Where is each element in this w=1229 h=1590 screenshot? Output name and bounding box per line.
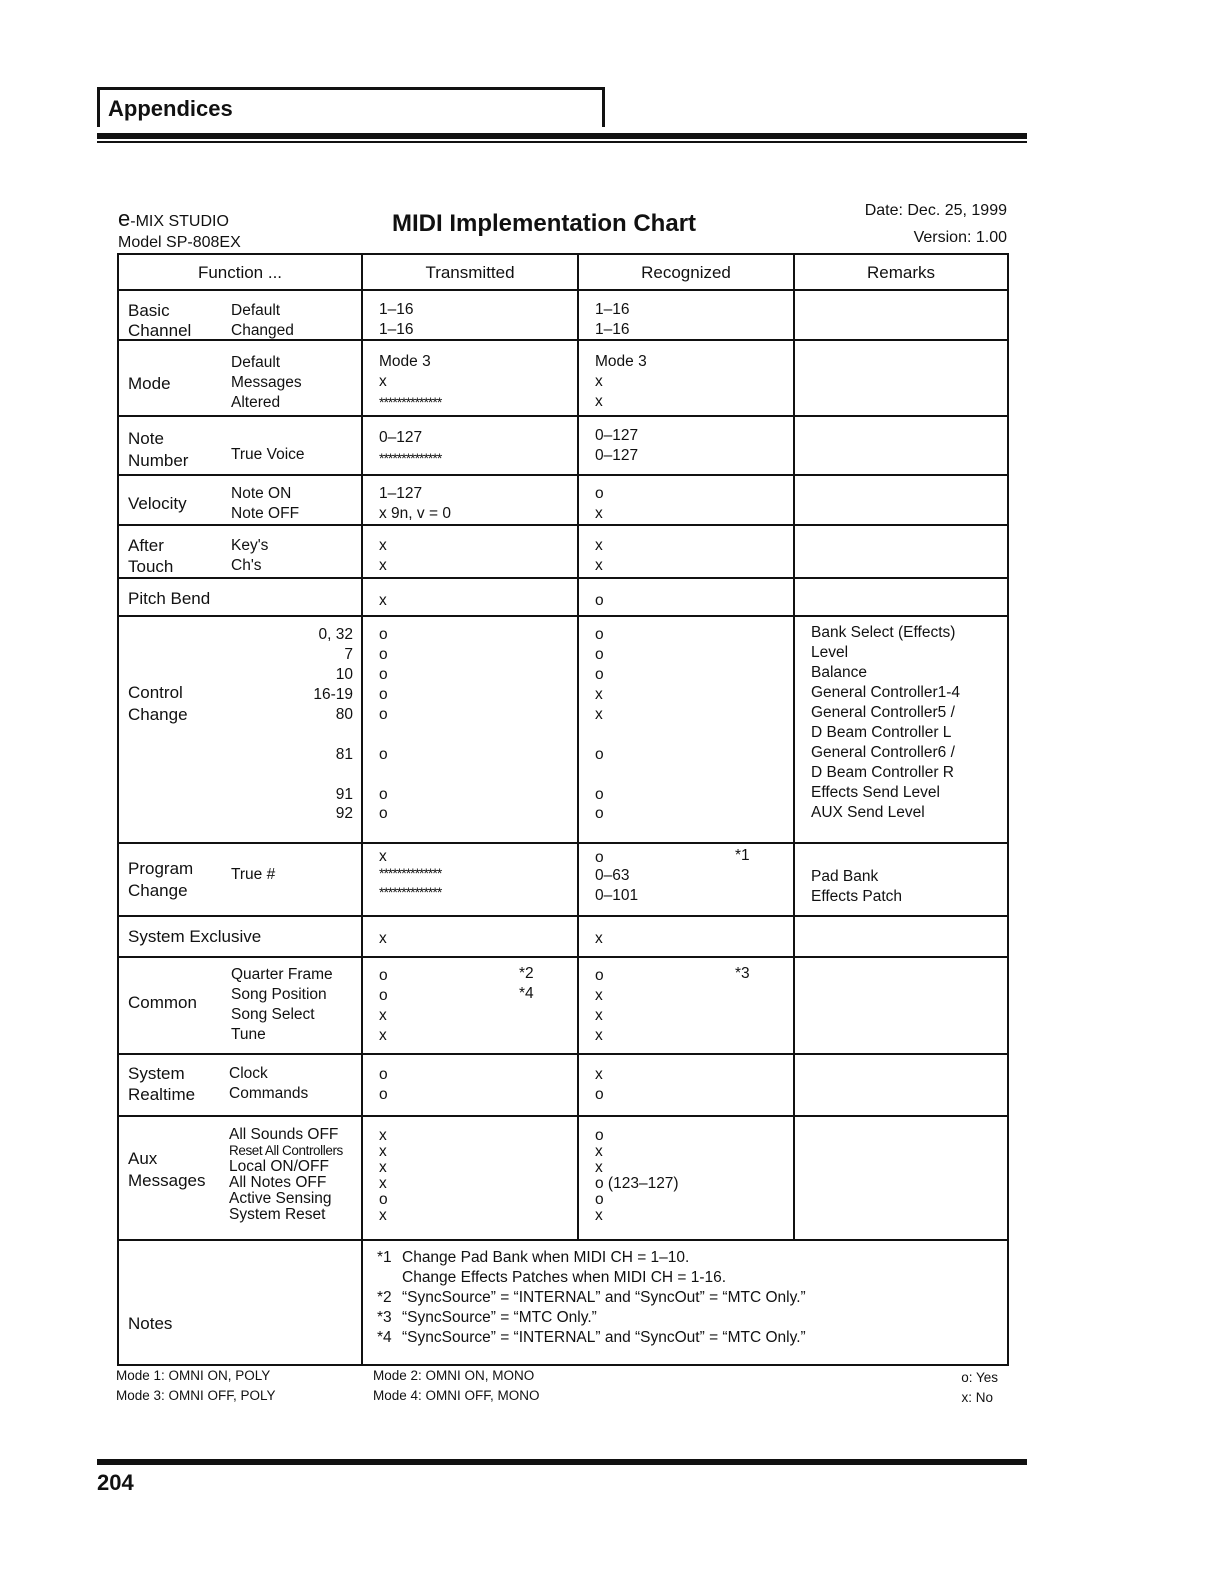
function-cell: [118, 290, 362, 340]
value: 0–101: [595, 887, 639, 904]
value: x: [595, 557, 603, 574]
function-cell: [118, 916, 362, 957]
value: o: [379, 805, 388, 822]
transmitted-cell: [362, 525, 578, 578]
sub-label: True #: [231, 866, 276, 883]
page-number: 204: [97, 1470, 134, 1495]
label: After: [128, 536, 164, 555]
value: 0–127: [595, 427, 639, 444]
value: o: [595, 485, 604, 502]
sub-label: Changed: [231, 322, 294, 339]
footnote-mark: *3: [377, 1309, 392, 1326]
note-text: Change Pad Bank when MIDI CH = 1–10.: [402, 1249, 690, 1266]
recognized-cell: [578, 416, 794, 475]
value: x: [595, 1027, 603, 1044]
function-cell: [118, 1054, 362, 1116]
col-transmitted: Transmitted: [362, 254, 578, 290]
value: 1–16: [595, 301, 630, 318]
notes-cell: [362, 1240, 1008, 1365]
remarks-cell: [794, 475, 1008, 525]
top-rule: [97, 133, 1027, 139]
row-note-number: [118, 416, 1008, 475]
function-cell: [118, 416, 362, 475]
value: x: [379, 592, 387, 609]
recognized-cell: [578, 843, 794, 916]
col-recognized: Recognized: [578, 254, 794, 290]
footnote-mark: *2: [519, 965, 534, 982]
controller-number: 81: [335, 746, 353, 763]
value: x: [379, 1127, 387, 1144]
label: Notes: [128, 1314, 173, 1333]
sub-label: Commands: [229, 1085, 309, 1102]
note-text: Change Effects Patches when MIDI CH = 1-16.: [402, 1269, 727, 1286]
transmitted-cell: [362, 416, 578, 475]
value: o: [379, 987, 388, 1004]
label: Change: [128, 881, 188, 900]
label: Velocity: [128, 494, 187, 513]
top-rule-thin: [97, 141, 1027, 143]
value: o: [595, 592, 604, 609]
label: Control: [128, 683, 183, 702]
remark: Bank Select (Effects): [811, 624, 956, 641]
sub-label: Note OFF: [231, 505, 300, 522]
mode-legend-3: Mode 3: OMNI OFF, POLY: [116, 1388, 276, 1403]
row-control-change: [118, 616, 1008, 843]
sub-label: Quarter Frame: [231, 966, 333, 983]
value: o: [595, 626, 604, 643]
version: Version: 1.00: [913, 229, 1007, 246]
remark: Level: [811, 644, 849, 661]
remark: D Beam Controller R: [811, 764, 954, 781]
sub-label: Note ON: [231, 485, 292, 502]
value: o: [595, 1191, 604, 1208]
label: System: [128, 1064, 185, 1083]
value: o: [379, 646, 388, 663]
value: Mode 3: [595, 353, 647, 370]
sub-label: Key's: [231, 537, 269, 554]
value: x: [379, 1159, 387, 1176]
remarks-cell: [794, 616, 1008, 843]
mode-legend-4: Mode 4: OMNI OFF, MONO: [373, 1388, 540, 1403]
row-basic-channel: [118, 290, 1008, 340]
sub-label: All Sounds OFF: [229, 1126, 339, 1143]
label: System Exclusive: [128, 927, 262, 946]
row-mode: [118, 340, 1008, 416]
sub-label: All Notes OFF: [229, 1174, 327, 1191]
recognized-cell: [578, 340, 794, 416]
recognized-cell: [578, 578, 794, 616]
recognized-cell: [578, 1054, 794, 1116]
value: o: [595, 666, 604, 683]
row-notes: [118, 1240, 1008, 1365]
remark: Balance: [811, 664, 868, 681]
date: Date: Dec. 25, 1999: [864, 202, 1007, 219]
footnote-mark: *4: [377, 1329, 392, 1346]
sub-label: Messages: [231, 374, 302, 391]
value: o: [379, 967, 388, 984]
model-name: Model SP-808EX: [118, 234, 241, 251]
function-cell: [118, 578, 362, 616]
transmitted-cell: [362, 578, 578, 616]
value: o: [595, 646, 604, 663]
label: Note: [128, 429, 164, 448]
legend-yes: o: Yes: [961, 1370, 998, 1385]
label: Channel: [128, 321, 192, 340]
value: o: [379, 746, 388, 763]
row-velocity: [118, 475, 1008, 525]
value: 1–16: [379, 301, 414, 318]
sub-label: Ch's: [231, 557, 262, 574]
value: x: [595, 537, 603, 554]
value: x: [595, 373, 603, 390]
controller-number: 16-19: [313, 686, 353, 703]
controller-number: 92: [335, 805, 353, 822]
row-system-exclusive: [118, 916, 1008, 957]
label: Aux: [128, 1149, 158, 1168]
value: **************: [379, 865, 442, 881]
value: o: [595, 746, 604, 763]
transmitted-cell: [362, 475, 578, 525]
value: o: [595, 786, 604, 803]
mode-legend-1: Mode 1: OMNI ON, POLY: [116, 1368, 271, 1383]
recognized-cell: [578, 616, 794, 843]
remark: Effects Send Level: [811, 784, 940, 801]
transmitted-cell: [362, 916, 578, 957]
label: Realtime: [128, 1085, 196, 1104]
sub-label: Song Position: [231, 986, 327, 1003]
remarks-cell: [794, 290, 1008, 340]
transmitted-cell: [362, 616, 578, 843]
row-pitch-bend: [118, 578, 1008, 616]
remark: General Controller1-4: [811, 684, 961, 701]
transmitted-cell: [362, 957, 578, 1054]
label: Pitch Bend: [128, 589, 211, 608]
transmitted-cell: [362, 1054, 578, 1116]
legend-no: x: No: [961, 1390, 993, 1405]
label: Number: [128, 451, 189, 470]
value: x: [379, 1175, 387, 1192]
value: x: [379, 930, 387, 947]
note-text: “SyncSource” = “INTERNAL” and “SyncOut” = “MTC Only.”: [402, 1289, 806, 1306]
remarks-cell: [794, 340, 1008, 416]
function-cell: [118, 475, 362, 525]
value: 1–16: [595, 321, 630, 338]
remarks-cell: [794, 1116, 1008, 1240]
remarks-cell: [794, 843, 1008, 916]
row-aux-messages: [118, 1116, 1008, 1240]
value: **************: [379, 884, 442, 900]
label: Program: [128, 859, 194, 878]
transmitted-cell: [362, 1116, 578, 1240]
sub-label: Default: [231, 354, 281, 371]
midi-implementation-table: [117, 253, 1009, 1366]
value: x: [379, 1007, 387, 1024]
label: Touch: [128, 557, 174, 576]
value: x: [595, 1066, 603, 1083]
sub-label: Altered: [231, 394, 281, 411]
footnote-mark: *1: [377, 1249, 392, 1266]
sub-label: Song Select: [231, 1006, 315, 1023]
remark: General Controller5 /: [811, 704, 955, 721]
note-text: “SyncSource” = “MTC Only.”: [402, 1309, 597, 1326]
value: x: [595, 686, 603, 703]
sub-label: Tune: [231, 1026, 266, 1043]
header-row: [118, 254, 1008, 290]
sub-label: Local ON/OFF: [229, 1158, 329, 1175]
value: x: [595, 1007, 603, 1024]
controller-number: 80: [335, 706, 353, 723]
sub-label: True Voice: [231, 446, 305, 463]
remarks-cell: [794, 525, 1008, 578]
footnote-mark: *4: [519, 985, 534, 1002]
value: x: [595, 505, 603, 522]
bottom-rule: [97, 1459, 1027, 1465]
remark: D Beam Controller L: [811, 724, 952, 741]
footnote-mark: *3: [735, 965, 750, 982]
value: o: [379, 706, 388, 723]
value: x: [595, 393, 603, 410]
value: o: [379, 1191, 388, 1208]
value: x: [379, 557, 387, 574]
chart-title: MIDI Implementation Chart: [392, 210, 697, 237]
row-after-touch: [118, 525, 1008, 578]
sub-label: Clock: [229, 1065, 268, 1082]
remarks-cell: [794, 957, 1008, 1054]
remarks-cell: [794, 1054, 1008, 1116]
function-cell: [118, 1116, 362, 1240]
controller-number: 7: [344, 646, 353, 663]
remark: AUX Send Level: [811, 804, 925, 821]
controller-number: 10: [335, 666, 353, 683]
label: Mode: [128, 374, 171, 393]
recognized-cell: [578, 290, 794, 340]
value: x: [379, 848, 387, 865]
value: x: [595, 930, 603, 947]
value: x: [595, 1143, 603, 1160]
recognized-cell: [578, 916, 794, 957]
value: o: [595, 849, 604, 866]
transmitted-cell: [362, 290, 578, 340]
row-system-realtime: [118, 1054, 1008, 1116]
sub-label: Active Sensing: [229, 1190, 332, 1207]
remarks-cell: [794, 416, 1008, 475]
value: Mode 3: [379, 353, 431, 370]
value: x: [379, 373, 387, 390]
value: 0–127: [595, 447, 639, 464]
value: **************: [379, 394, 442, 410]
label: Change: [128, 705, 188, 724]
function-cell: [118, 843, 362, 916]
value: x 9n, v = 0: [379, 505, 451, 522]
sub-label: System Reset: [229, 1206, 326, 1223]
value: o: [595, 967, 604, 984]
value: o: [379, 666, 388, 683]
value: o: [379, 626, 388, 643]
function-cell: [118, 957, 362, 1054]
transmitted-cell: [362, 843, 578, 916]
note-text: “SyncSource” = “INTERNAL” and “SyncOut” = “MTC Only.”: [402, 1329, 806, 1346]
recognized-cell: [578, 525, 794, 578]
label: Messages: [128, 1171, 206, 1190]
section-title: Appendices: [108, 96, 233, 121]
remark: Pad Bank: [811, 868, 879, 885]
value: o: [379, 686, 388, 703]
label: Basic: [128, 301, 170, 320]
function-cell: [118, 340, 362, 416]
value: x: [595, 1159, 603, 1176]
value: 1–127: [379, 485, 423, 502]
row-common: [118, 957, 1008, 1054]
value: x: [379, 537, 387, 554]
value: 0–63: [595, 867, 630, 884]
footnote-mark: *2: [377, 1289, 392, 1306]
value: o: [595, 1127, 604, 1144]
value: x: [595, 1207, 603, 1224]
function-cell: [118, 525, 362, 578]
function-cell: [118, 616, 362, 843]
value: 0–127: [379, 429, 423, 446]
value: o: [379, 1086, 388, 1103]
product-name: e-MIX STUDIO: [118, 206, 229, 231]
transmitted-cell: [362, 340, 578, 416]
recognized-cell: [578, 957, 794, 1054]
value: x: [595, 987, 603, 1004]
recognized-cell: [578, 475, 794, 525]
value: o: [379, 1066, 388, 1083]
value: o: [595, 1086, 604, 1103]
remarks-cell: [794, 578, 1008, 616]
value: x: [595, 706, 603, 723]
value: o: [379, 786, 388, 803]
col-remarks: Remarks: [794, 254, 1008, 290]
value: x: [379, 1207, 387, 1224]
sub-label: Reset All Controllers: [229, 1143, 343, 1158]
mode-legend-2: Mode 2: OMNI ON, MONO: [373, 1368, 535, 1383]
row-program-change: [118, 843, 1008, 916]
sub-label: Default: [231, 302, 281, 319]
value: o (123–127): [595, 1175, 679, 1192]
remarks-cell: [794, 916, 1008, 957]
controller-number: 0, 32: [318, 626, 353, 643]
value: 1–16: [379, 321, 414, 338]
label: Common: [128, 993, 197, 1012]
value: x: [379, 1143, 387, 1160]
remark: General Controller6 /: [811, 744, 955, 761]
col-function: Function ...: [118, 254, 362, 290]
value: x: [379, 1027, 387, 1044]
value: **************: [379, 450, 442, 466]
controller-number: 91: [335, 786, 353, 803]
remark: Effects Patch: [811, 888, 903, 905]
footnote-mark: *1: [735, 847, 750, 864]
function-cell: [118, 1240, 362, 1365]
value: o: [595, 805, 604, 822]
recognized-cell: [578, 1116, 794, 1240]
